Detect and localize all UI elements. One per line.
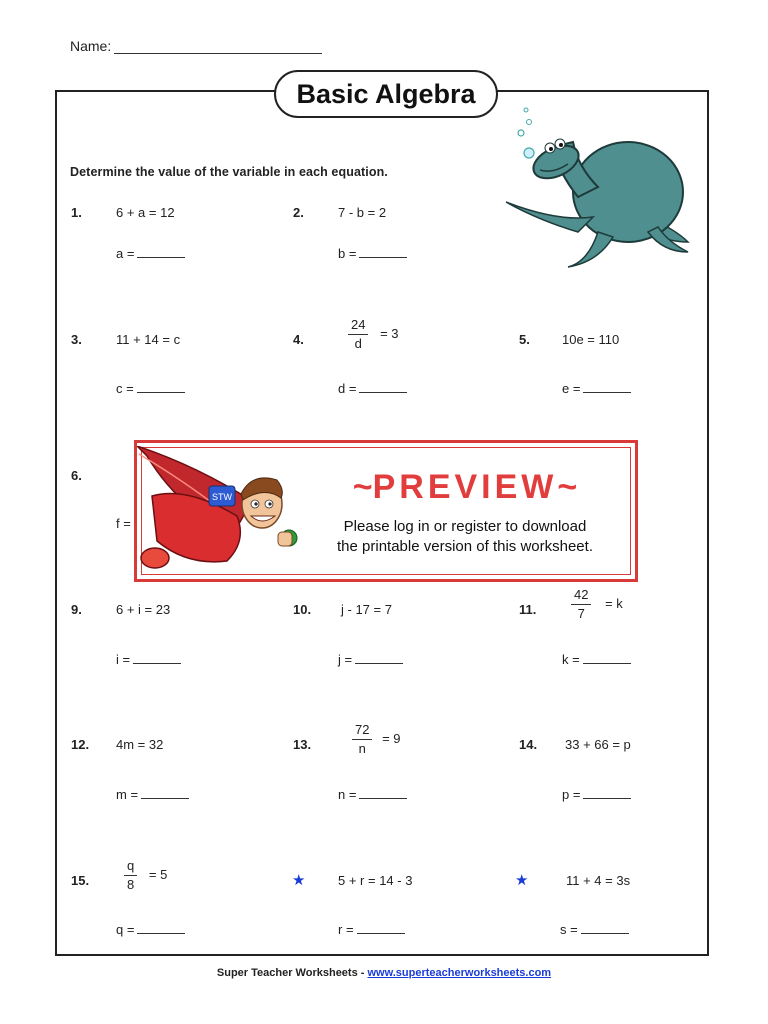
problem-equation: 5 + r = 14 - 3 (338, 873, 413, 888)
problem-equation: j - 17 = 7 (341, 602, 392, 617)
preview-title-text: PREVIEW (372, 468, 558, 506)
answer-blank (338, 246, 407, 261)
footer (0, 967, 768, 979)
answer-blank (562, 381, 631, 396)
equation-rhs: = 3 (380, 325, 399, 341)
answer-blank (116, 246, 185, 261)
fraction-denominator: 7 (577, 606, 585, 621)
star-icon: ★ (292, 872, 306, 889)
name-row (70, 38, 322, 54)
problem-equation (571, 588, 623, 621)
problem-number: 4. (293, 332, 304, 347)
problem-equation: 6 + i = 23 (116, 602, 171, 617)
answer-line (359, 382, 407, 393)
answer-blank (338, 787, 407, 802)
problem-equation: 6 + a = 12 (116, 205, 175, 220)
answer-blank (562, 652, 631, 667)
answer-label: e = (562, 381, 581, 396)
answer-blank (116, 381, 185, 396)
fraction (348, 318, 368, 351)
fraction-numerator: 42 (571, 588, 591, 605)
answer-blank (116, 652, 181, 667)
answer-line (137, 247, 185, 258)
preview-message-line: Please log in or register to download (343, 518, 587, 535)
answer-line (581, 923, 629, 934)
fraction-numerator: 24 (348, 318, 368, 335)
problem-number: 3. (71, 332, 82, 347)
answer-label: f = (116, 516, 131, 531)
problem-equation: 7 - b = 2 (338, 205, 387, 220)
answer-label: p = (562, 787, 581, 802)
problem-equation (352, 723, 401, 756)
answer-label: a = (116, 246, 135, 261)
problem-equation: 11 + 14 = c (116, 332, 181, 347)
answer-label: r = (338, 922, 354, 937)
answer-label: c = (116, 381, 134, 396)
answer-label: b = (338, 246, 357, 261)
equation-rhs: = 9 (382, 730, 401, 746)
problem-equation: 4m = 32 (116, 737, 164, 752)
problem-number: 2. (293, 205, 304, 220)
answer-label: m = (116, 787, 139, 802)
worksheet-title: Basic Algebra (274, 70, 498, 118)
answer-line (137, 923, 185, 934)
answer-blank (562, 787, 631, 802)
answer-blank (560, 922, 629, 937)
problem-number: 5. (519, 332, 530, 347)
instructions: Determine the value of the variable in each equation. (70, 165, 388, 179)
name-label: Name: (70, 38, 112, 54)
problem-number: 12. (71, 737, 90, 752)
answer-blank (116, 787, 189, 802)
preview-message (300, 517, 630, 557)
fraction (352, 723, 372, 756)
name-line (114, 41, 322, 54)
fraction-denominator: 8 (127, 877, 135, 892)
answer-label: d = (338, 381, 357, 396)
star-icon: ★ (515, 872, 529, 889)
answer-label: q = (116, 922, 135, 937)
equation-rhs: = k (605, 595, 623, 611)
answer-line (583, 653, 631, 664)
problem-number: 10. (293, 602, 312, 617)
superhero-illustration (137, 446, 307, 578)
answer-label: s = (560, 922, 578, 937)
fraction-numerator: q (124, 859, 137, 876)
fraction (124, 859, 137, 892)
answer-blank (116, 922, 185, 937)
answer-label: j = (338, 652, 353, 667)
problem-number: 9. (71, 602, 82, 617)
answer-line (359, 788, 407, 799)
problem-equation (124, 859, 167, 892)
problem-number: 6. (71, 468, 82, 483)
answer-line (359, 247, 407, 258)
answer-line (141, 788, 189, 799)
answer-line (133, 653, 181, 664)
fraction-numerator: 72 (352, 723, 372, 740)
fraction (571, 588, 591, 621)
problem-number: 11. (519, 602, 537, 617)
problem-equation (348, 318, 399, 351)
answer-label: i = (116, 652, 131, 667)
fraction-denominator: n (358, 741, 366, 756)
svg-text:STW: STW (212, 492, 232, 502)
answer-blank (338, 922, 405, 937)
answer-blank (338, 652, 403, 667)
problem-number: 14. (519, 737, 538, 752)
problem-equation: 10e = 110 (562, 332, 620, 347)
answer-blank (338, 381, 407, 396)
answer-label: k = (562, 652, 580, 667)
problem-equation: 33 + 66 = p (565, 737, 631, 752)
problem-number: 1. (71, 205, 82, 220)
equation-rhs: = 5 (148, 866, 168, 882)
answer-line (357, 923, 405, 934)
preview-message-line: the printable version of this worksheet. (337, 538, 593, 555)
answer-line (583, 788, 631, 799)
answer-blank (116, 516, 131, 531)
answer-line (355, 653, 403, 664)
answer-label: n = (338, 787, 357, 802)
problem-number: 15. (71, 873, 90, 888)
dinosaur-illustration (498, 102, 698, 272)
problem-equation: 11 + 4 = 3s (566, 873, 631, 888)
preview-title: ~PREVIEW~ (352, 468, 578, 506)
footer-link[interactable]: www.superteacherworksheets.com (367, 967, 552, 979)
answer-line (583, 382, 631, 393)
footer-text: Super Teacher Worksheets - (216, 967, 368, 979)
fraction-denominator: d (354, 336, 362, 351)
problem-number: 13. (293, 737, 312, 752)
answer-line (137, 382, 185, 393)
